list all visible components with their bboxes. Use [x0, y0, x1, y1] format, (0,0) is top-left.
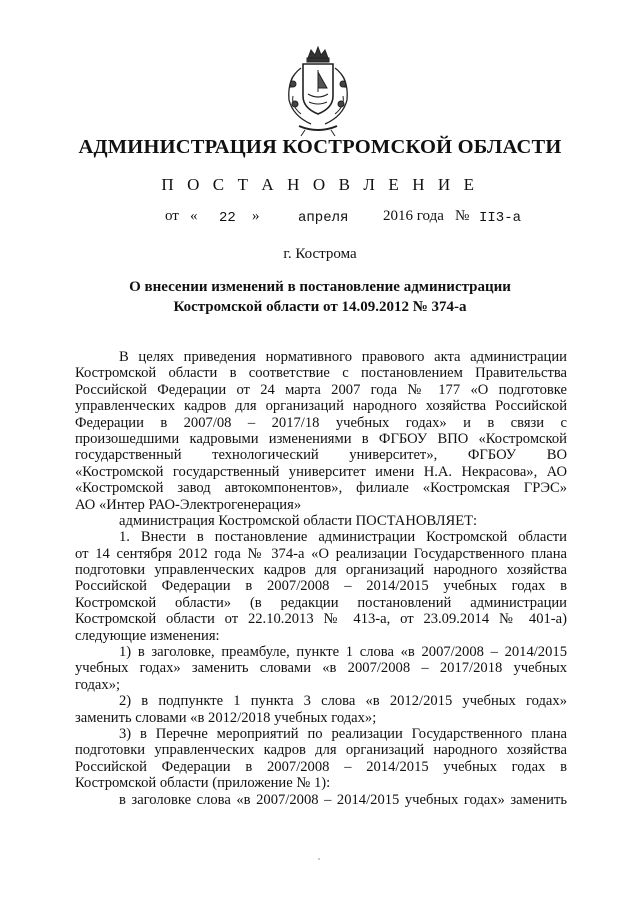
body-line: администрация Костромской области ПОСТАНОВЛЯЕТ: [119, 512, 478, 529]
body-line: следующие изменения: [75, 627, 220, 644]
subject-line: О внесении изменений в постановление администрации [129, 279, 511, 295]
document-type: П О С Т А Н О В Л Е Н И Е [161, 175, 479, 194]
body-line: управленческих кадров для организаций народного хозяйства Российской [75, 398, 567, 415]
subject-line: Костромской области от 14.09.2012 № 374-а [173, 299, 467, 315]
quote-close: » [252, 208, 260, 224]
body-line: Костромской области (приложение № 1): [75, 775, 331, 792]
date-prefix: от [165, 208, 179, 224]
body-line: Российской Федерации от 24 марта 2007 года № 177 «О подготовке [75, 381, 567, 398]
body-line: АО «Интер РАО-Электрогенерация» [75, 496, 302, 513]
coat-of-arms-emblem [271, 44, 365, 140]
body-line: годах»; [75, 676, 121, 693]
body-line: заменить словами «в 2012/2018 учебных годах»; [75, 709, 377, 726]
body-line: Костромской области в соответствие с постановлением Правительства [75, 365, 567, 382]
body-line: Федерации в 2007/08 – 2017/18 учебных годах» и в связи с [75, 414, 567, 431]
body-line: Костромской области» (в редакции постановлений администрации [75, 594, 567, 611]
body-line: 1. Внести в постановление администрации Костромской области [119, 529, 567, 546]
organization-title: АДМИНИСТРАЦИЯ КОСТРОМСКОЙ ОБЛАСТИ [78, 136, 562, 158]
page-mark [318, 858, 320, 860]
date-month: апреля [298, 210, 349, 226]
body-line: Костромской области от 22.10.2013 № 413-а, от 23.09.2014 № 401-а) [75, 611, 567, 628]
body-line: 2) в подпункте 1 пункта 3 слова «в 2012/2015 учебных годах» [119, 693, 567, 710]
body-line: «Костромской государственный университет имени Н.А. Некрасова», АО [75, 463, 567, 480]
body-text [75, 349, 567, 808]
body-line: от 14 сентября 2012 года № 374-а «О реализации Государственного плана [75, 545, 567, 562]
body-line: в заголовке слова «в 2007/2008 – 2014/2015 учебных годах» заменить [119, 791, 567, 808]
body-line: 3) в Перечне мероприятий по реализации Государственного плана [119, 725, 567, 742]
body-line: Российской Федерации в 2007/2008 – 2014/2015 учебных годах в [75, 578, 567, 595]
body-line: «Костромской завод автокомпонентов», филиале «Костромская ГРЭС» [75, 480, 567, 497]
subject-heading [0, 277, 640, 317]
number-sign: № [455, 208, 470, 224]
quote-open: « [190, 208, 198, 224]
body-line: В целях приведения нормативного правового акта администрации [119, 349, 567, 365]
body-line: 1) в заголовке, преамбуле, пункте 1 слова «в 2007/2008 – 2014/2015 [119, 644, 567, 661]
body-line: Российской Федерации в 2007/2008 – 2014/2015 учебных годах в [75, 758, 567, 775]
date-day: 22 [219, 210, 236, 226]
body-line: государственный технологический университет», ФГБОУ ВО [75, 447, 567, 464]
date-year: 2016 года [383, 208, 444, 224]
body-line: подготовки управленческих кадров для организаций народного хозяйства [75, 562, 567, 579]
document-number: II3-а [479, 210, 522, 226]
body-line: учебных годах» заменить словами «в 2007/2008 – 2017/2018 учебных [75, 660, 567, 677]
body-line: подготовки управленческих кадров для организаций народного хозяйства [75, 742, 567, 759]
body-line: произошедшими кадровыми изменениями в ФГБОУ ВПО «Костромской [75, 430, 567, 447]
city: г. Кострома [283, 246, 357, 262]
